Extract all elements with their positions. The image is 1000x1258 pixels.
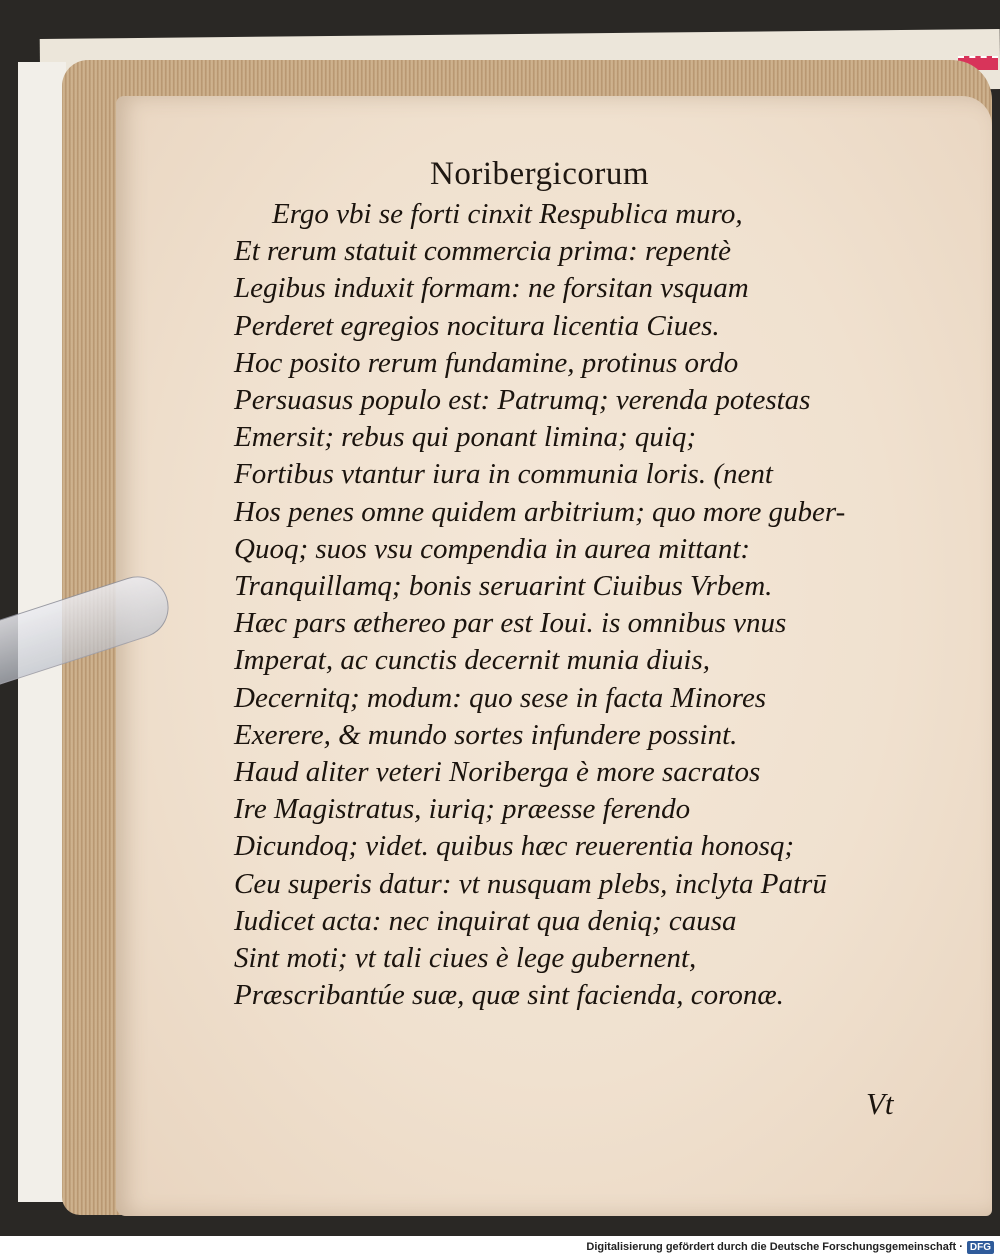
verse-line: Persuasus populo est: Patrumq; verenda potestas (234, 384, 811, 417)
verse-line: Quoq; suos vsu compendia in aurea mittant: (234, 532, 751, 565)
verse-line: Ceu superis datur: vt nusquam plebs, inclyta Patrū (234, 867, 827, 900)
catchword: Vt (866, 1086, 894, 1121)
verse-line: Hæc pars æthereo par est Ioui. is omnibus vnus (234, 607, 787, 640)
dfg-logo-icon: DFG (967, 1241, 994, 1254)
verse-line: Decernitq; modum: quo sese in facta Minores (234, 681, 767, 714)
verse-line: Exerere, & mundo sortes infundere possint. (234, 718, 738, 751)
verse-line: Iudicet acta: nec inquirat qua deniq; causa (234, 904, 737, 937)
verse-line: Hos penes omne quidem arbitrium; quo more guber- (234, 495, 846, 528)
verse-line: Sint moti; vt tali ciues è lege gubernent, (234, 942, 697, 975)
verse-line: Tranquillamq; bonis seruarint Ciuibus Vrbem. (234, 570, 773, 603)
verse-line: Ergo vbi se forti cinxit Respublica muro, (272, 198, 743, 230)
verse-line: Fortibus vtantur iura in communia loris. (nent (234, 458, 773, 491)
footer-bar (0, 1236, 1000, 1258)
verse-line: Præscribantúe suæ, quæ sint facienda, coronæ. (234, 979, 784, 1012)
verse-line: Legibus induxit formam: ne forsitan vsquam (234, 272, 749, 305)
verse-line: Emersit; rebus qui ponant limina; quiq; (234, 421, 697, 454)
verse-line: Hoc posito rerum fundamine, protinus ordo (234, 346, 739, 379)
verse-line: Imperat, ac cunctis decernit munia diuis, (234, 644, 710, 677)
page-header: Noribergicorum (430, 156, 650, 192)
footer-credit: Digitalisierung gefördert durch die Deutsche Forschungsgemeinschaft · (586, 1241, 963, 1253)
verse-list (234, 196, 934, 1014)
verse-line: Et rerum statuit commercia prima: repentè (234, 235, 731, 268)
verse-line: Haud aliter veteri Noriberga è more sacratos (234, 756, 761, 789)
verse-line: Dicundoq; videt. quibus hæc reuerentia honosq; (234, 830, 795, 863)
verse-line: Perderet egregios nocitura licentia Ciues. (234, 309, 720, 342)
verse-line: Ire Magistratus, iuriq; præesse ferendo (234, 793, 691, 826)
